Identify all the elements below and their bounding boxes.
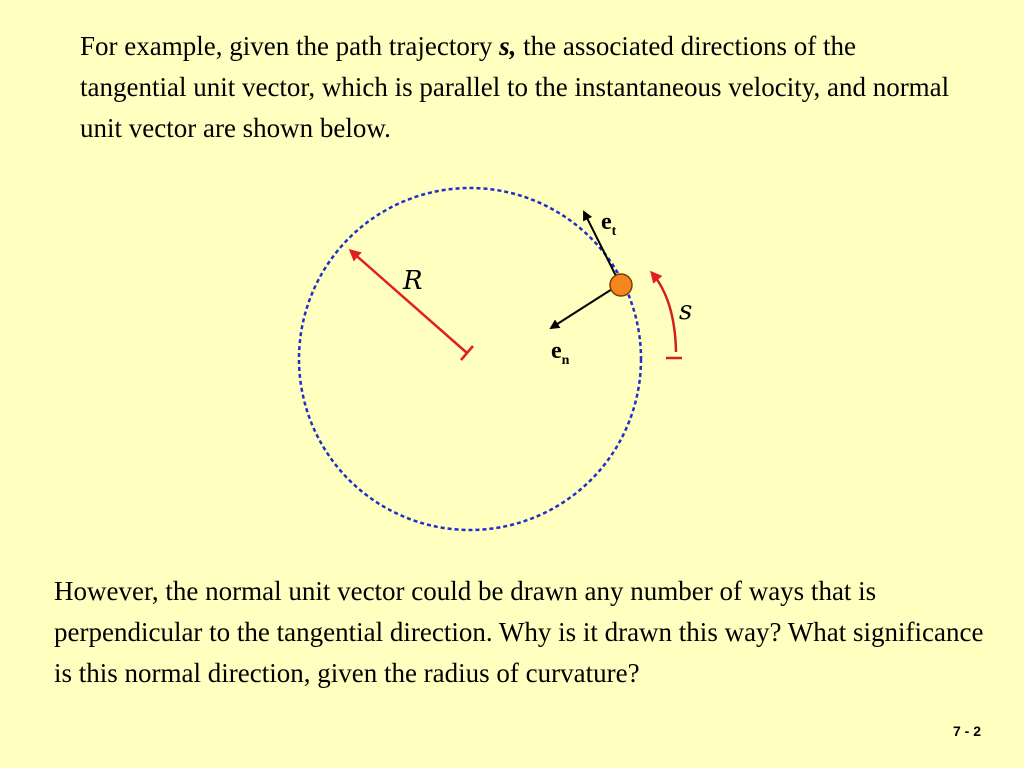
intro-text-start: For example, given the path trajectory	[80, 31, 500, 61]
tangent-vector-label: $e_t$	[601, 209, 617, 239]
arc-length-label: s	[679, 296, 693, 326]
normal-vector	[551, 284, 620, 328]
trajectory-variable: s,	[499, 31, 517, 61]
radius-label: R	[403, 266, 423, 296]
intro-text-end: the associated directions of the tangential unit vector, which is parallel to the instantaneous velocity, and normal unit vector are shown below.	[80, 31, 950, 143]
particle	[610, 274, 632, 296]
slide-number: 7 - 2	[952, 723, 981, 739]
question-paragraph: However, the normal unit vector could be drawn any number of ways that is perpendicular to the tangential direction. Why is it drawn this way? What significance is this normal direction, given the radius of curvature?	[54, 576, 984, 688]
arc-length-arrow	[652, 273, 682, 358]
normal-vector-label: $e_n$	[551, 338, 570, 368]
path-circle	[299, 188, 641, 530]
